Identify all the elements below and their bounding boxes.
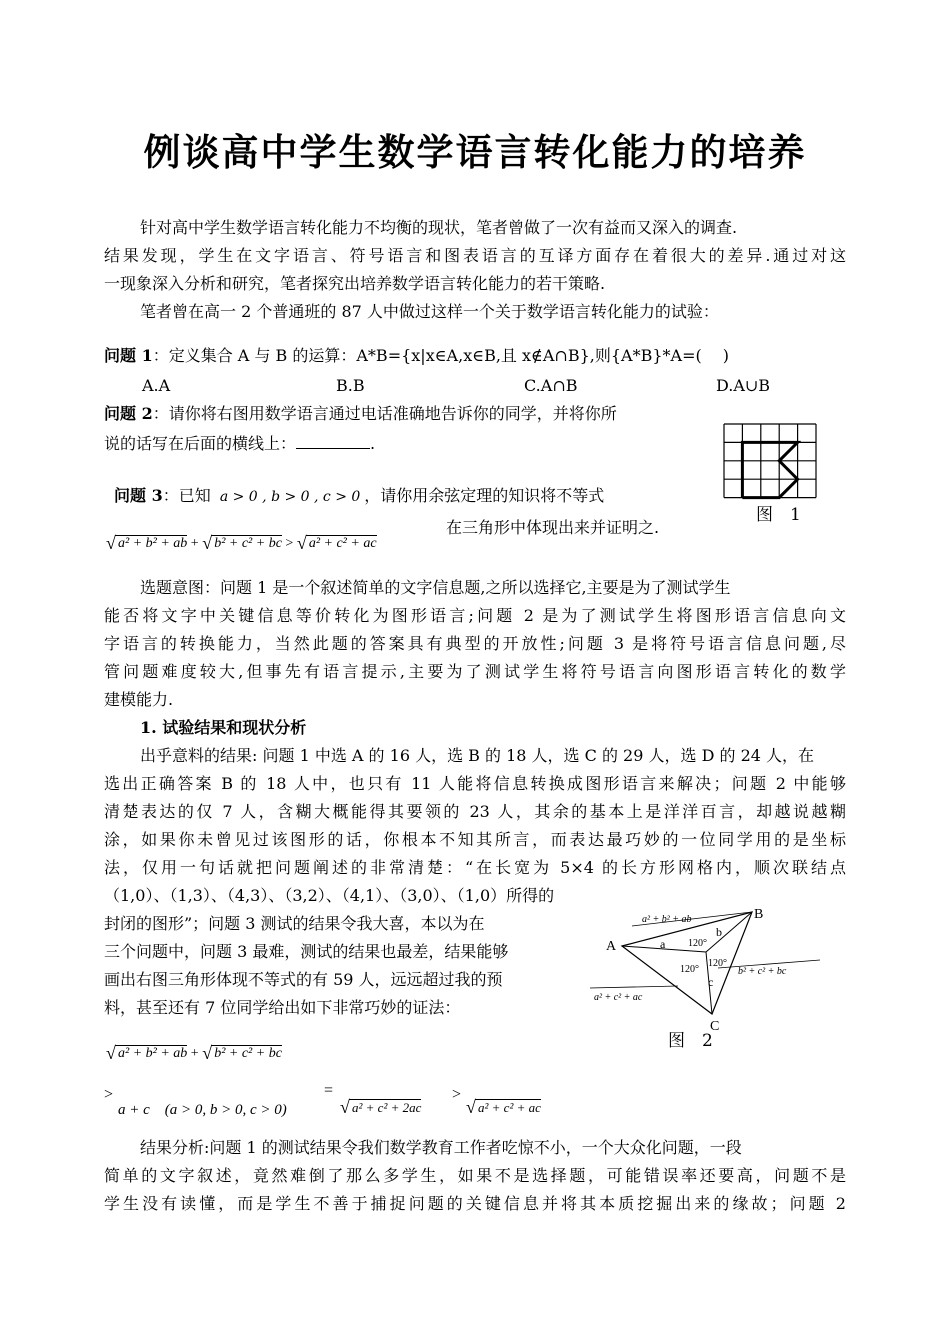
question-2-line-2: 说的话写在后面的横线上： [104,434,297,453]
question-3-label: 问题 3 [114,486,163,505]
proof-radical-a-text: a² + c² + 2ac [352,1100,422,1115]
question-2 [104,404,617,424]
side-bc-label: b² + c² + bc [738,966,787,977]
proof-gt-1: > [104,1086,114,1103]
ineq-term-2: b² + c² + bc [214,536,282,551]
results-line-4: 涂，如果你未曾见过该图形的话，你根本不知其所言，而表达最巧妙的一位同学用的是坐标 [104,830,846,849]
proof-radical-b: √ a² + c² + ac [466,1097,541,1117]
purpose-line-4: 管问题难度较大,但事先有语言提示,主要为了测试学生将符号语言向图形语言转化的数学 [104,662,846,681]
question-3-line-1 [114,486,604,507]
section-1-heading: 1. 试验结果和现状分析 [140,718,307,737]
purpose-line-1: 选题意图：问题 1 是一个叙述简单的文字信息题,之所以选择它,主要是为了测试学生 [140,578,731,597]
angle-2-label: 120° [708,958,727,969]
proof-radical-a: √ a² + c² + 2ac [340,1097,422,1117]
ineq-term-3: a² + c² + ac [308,536,377,551]
question-1-text: ：定义集合 A 与 B 的运算：A*B={x|x∈A,x∈B,且 x∉A∩B},则{A*B}*A=( ) [152,346,730,365]
question-2-line-2-wrap: 说的话写在后面的横线上： . [104,434,376,453]
proof-term-2: b² + c² + bc [214,1046,282,1061]
proof-eq: = [324,1082,334,1099]
vertex-c-label: C [710,1019,720,1034]
analysis-line-1: 结果分析:问题 1 的测试结果令我们数学教育工作者吃惊不小，一个大众化问题，一段 [140,1138,742,1157]
q1-option-d: D.A∪B [716,376,771,395]
figure-1-shape [742,442,797,497]
segment-c-label: c [708,975,714,989]
question-3-inequality: √ a² + b² + ab + √ b² + c² + bc > √ a² + c² + ac [106,533,377,553]
results-line-5: 法，仅用一句话就把问题阐述的非常清楚：“在长宽为 5×4 的长方形网格内，顺次联结点 [104,858,846,877]
results-line-8: 三个问题中，问题 3 最难，测试的结果也最差，结果能够 [104,942,509,961]
results-line-1: 出乎意料的结果: 问题 1 中选 A 的 16 人，选 B 的 18 人，选 C 的 29 人，选 D 的 24 人，在 [140,746,815,765]
purpose-line-3: 字语言的转换能力，当然此题的答案具有典型的开放性;问题 3 是将符号语言信息问题,尽 [104,634,846,653]
intro-line-4: 笔者曾在高一 2 个普通班的 87 人中做过这样一个关于数学语言转化能力的试验： [140,302,719,321]
question-3-line-2: 在三角形中体现出来并证明之. [446,518,660,537]
side-ab-label: a² + b² + ab [642,914,692,925]
purpose-line-5: 建模能力. [104,690,174,709]
angle-3-label: 120° [680,964,699,975]
proof-middle: a + c (a > 0, b > 0, c > 0) [118,1102,287,1118]
results-line-7: 封闭的图形”；问题 3 测试的结果令我大喜，本以为在 [104,914,485,933]
ineq-term-1: a² + b² + ab [118,536,188,551]
segment-a-label: a [660,937,666,951]
question-1 [104,346,729,366]
results-line-6: （1,0）、（1,3）、（4,3）、（3,2）、（4,1）、（3,0）、（1,0）所得的 [104,886,555,905]
intro-line-1: 针对高中学生数学语言转化能力不均衡的现状，笔者曾做了一次有益而又深入的调查. [140,218,738,237]
results-line-3: 清楚表达的仅 7 人，含糊大概能得其要领的 23 人，其余的基本上是洋洋百言，却越说越糊 [104,802,846,821]
results-line-2: 选出正确答案 B 的 18 人中，也只有 11 人能将信息转换成图形语言来解决；问题 2 中能够 [104,774,846,793]
figure-2-caption: 图 2 [668,1031,713,1051]
question-3-condition: a > 0 , b > 0 , c > 0 [219,489,361,505]
vertex-b-label: B [754,907,764,922]
proof-radical-b-text: a² + c² + ac [478,1100,541,1115]
purpose-line-2: 能否将文字中关键信息等价转化为图形语言;问题 2 是为了测试学生将图形语言信息向文 [104,606,846,625]
side-ac-label: a² + c² + ac [594,992,643,1003]
proof-term-1: a² + b² + ab [118,1046,188,1061]
page-title: 例谈高中学生数学语言转化能力的培养 [143,130,807,174]
vertex-a-label: A [606,939,617,954]
results-line-9: 画出右图三角形体现不等式的有 59 人，远远超过我的预 [104,970,503,989]
answer-blank [296,432,370,449]
question-2-label: 问题 2 [104,404,153,423]
proof-line-1: √ a² + b² + ab + √ b² + c² + bc [106,1043,282,1063]
figure-1-caption: 图 1 [756,505,801,525]
angle-1-label: 120° [688,938,707,949]
q1-option-b: B.B [336,376,365,395]
question-3-given: ：已知 [162,486,211,505]
segment-b-label: b [716,925,722,939]
intro-line-2: 结果发现，学生在文字语言、符号语言和图表语言的互译方面存在着很大的差异.通过对这 [104,246,846,265]
question-1-label: 问题 1 [104,346,153,365]
q1-option-a: A.A [142,376,171,395]
analysis-line-3: 学生没有读懂，而是学生不善于捕捉问题的关键信息并将其本质挖掘出来的缘故；问题 2 [104,1194,846,1213]
question-2-line-1: ：请你将右图用数学语言通过电话准确地告诉你的同学，并将你所 [152,404,617,423]
intro-line-3: 一现象深入分析和研究，笔者探究出培养数学语言转化能力的若干策略. [104,274,606,293]
question-3-instruction: ，请你用余弦定理的知识将不等式 [364,486,605,505]
figure-1-grid [722,422,818,500]
analysis-line-2: 简单的文字叙述，竟然难倒了那么多学生，如果不是选择题，可能错误率还要高，问题不是 [104,1166,846,1185]
results-line-10: 料，甚至还有 7 位同学给出如下非常巧妙的证法： [104,998,461,1017]
q1-option-c: C.A∩B [524,376,578,395]
proof-gt-2: > [452,1086,462,1103]
